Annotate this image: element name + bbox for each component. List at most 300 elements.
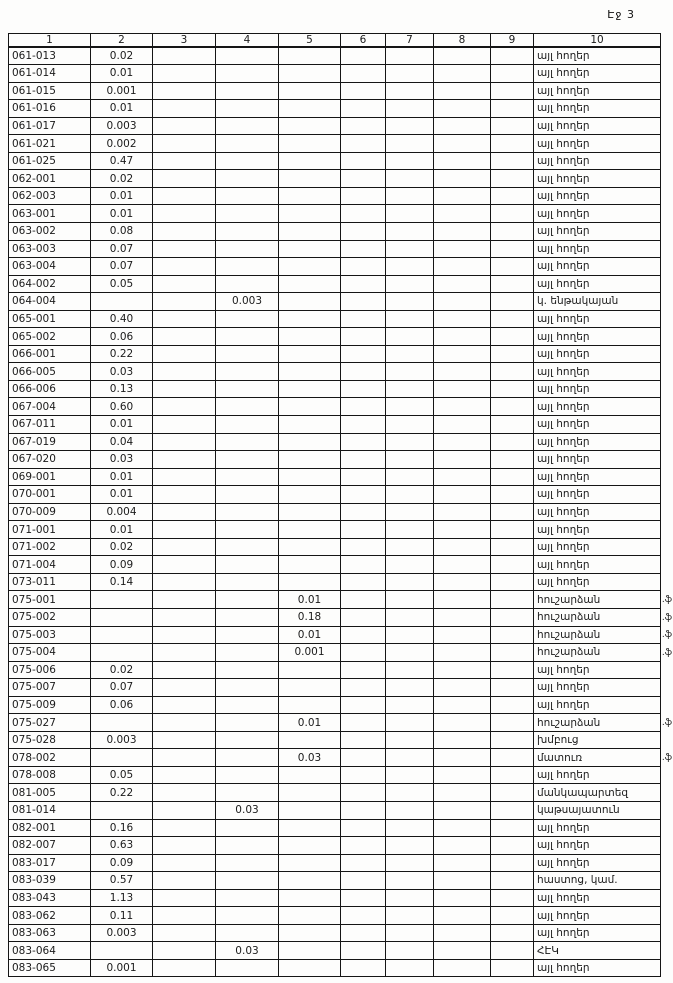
- margin-annotation: .ֆ: [661, 647, 672, 658]
- cell-col3: [153, 731, 216, 749]
- cell-col6: [341, 696, 386, 714]
- cell-col8: [434, 240, 491, 258]
- table-row: [9, 609, 661, 627]
- cell-col10: մատուռ: [534, 749, 661, 767]
- table-row: [9, 451, 661, 469]
- cell-col2: 0.16: [91, 819, 153, 837]
- cell-col2: 0.11: [91, 907, 153, 925]
- cell-col3: [153, 240, 216, 258]
- cell-col6: [341, 959, 386, 977]
- cell-col7: [386, 696, 434, 714]
- cell-col9: [491, 468, 534, 486]
- cell-col7: [386, 275, 434, 293]
- cell-col1: 075-009: [9, 696, 91, 714]
- cell-col1: 075-007: [9, 679, 91, 697]
- cell-col9: [491, 293, 534, 311]
- cell-col7: [386, 573, 434, 591]
- cell-col8: [434, 451, 491, 469]
- cell-col9: [491, 398, 534, 416]
- table-row: [9, 100, 661, 118]
- cell-col4: [216, 170, 279, 188]
- cell-col8: [434, 100, 491, 118]
- cell-col9: [491, 679, 534, 697]
- table-row: [9, 538, 661, 556]
- cell-col7: [386, 187, 434, 205]
- table-row: [9, 328, 661, 346]
- cell-col8: [434, 328, 491, 346]
- cell-col3: [153, 451, 216, 469]
- cell-col2: [91, 293, 153, 311]
- cell-col7: [386, 661, 434, 679]
- cell-col10: այլ հողեր: [534, 661, 661, 679]
- cell-col3: [153, 784, 216, 802]
- cell-col3: [153, 205, 216, 223]
- table-row: [9, 258, 661, 276]
- table-row: [9, 731, 661, 749]
- cell-col1: 063-003: [9, 240, 91, 258]
- cell-col2: 0.40: [91, 310, 153, 328]
- cell-col8: [434, 872, 491, 890]
- cell-col1: 081-005: [9, 784, 91, 802]
- cell-col10: այլ հողեր: [534, 679, 661, 697]
- margin-annotation: .ֆ: [661, 630, 672, 641]
- cell-col6: [341, 679, 386, 697]
- cell-col1: 061-016: [9, 100, 91, 118]
- cell-col4: [216, 609, 279, 627]
- cell-col9: [491, 591, 534, 609]
- cell-col5: [279, 468, 341, 486]
- cell-col6: [341, 766, 386, 784]
- cell-col1: 071-004: [9, 556, 91, 574]
- cell-col10: ՀԷԿ: [534, 942, 661, 960]
- cell-col7: [386, 591, 434, 609]
- cell-col10: այլ հողեր: [534, 556, 661, 574]
- cell-col7: [386, 363, 434, 381]
- column-header-7: 7: [386, 34, 434, 48]
- cell-col3: [153, 258, 216, 276]
- cell-col8: [434, 293, 491, 311]
- table-row: [9, 152, 661, 170]
- cell-col2: 0.01: [91, 415, 153, 433]
- cell-col8: [434, 959, 491, 977]
- cell-col1: 063-002: [9, 222, 91, 240]
- cell-col5: [279, 696, 341, 714]
- cell-col9: [491, 802, 534, 820]
- column-header-8: 8: [434, 34, 491, 48]
- cell-col10: այլ հողեր: [534, 363, 661, 381]
- cell-col1: 075-006: [9, 661, 91, 679]
- cell-col1: 083-063: [9, 924, 91, 942]
- cell-col8: [434, 486, 491, 504]
- cell-col9: [491, 187, 534, 205]
- cell-col1: 061-025: [9, 152, 91, 170]
- cell-col7: [386, 854, 434, 872]
- cell-col1: 066-001: [9, 345, 91, 363]
- cell-col6: [341, 714, 386, 732]
- cell-col6: [341, 433, 386, 451]
- cell-col4: [216, 819, 279, 837]
- cell-col2: [91, 609, 153, 627]
- cell-col3: [153, 556, 216, 574]
- cell-col6: [341, 468, 386, 486]
- cell-col9: [491, 819, 534, 837]
- cell-col7: [386, 503, 434, 521]
- cell-col3: [153, 573, 216, 591]
- cell-col5: [279, 47, 341, 65]
- cell-col2: 0.03: [91, 451, 153, 469]
- cell-col7: [386, 433, 434, 451]
- cell-col4: 0.003: [216, 293, 279, 311]
- cell-col9: [491, 328, 534, 346]
- margin-annotation: .ֆ: [661, 717, 672, 728]
- cell-col6: [341, 240, 386, 258]
- cell-col3: [153, 117, 216, 135]
- cell-col6: [341, 328, 386, 346]
- cell-col3: [153, 696, 216, 714]
- cell-col8: [434, 854, 491, 872]
- cell-col4: [216, 679, 279, 697]
- cell-col1: 063-004: [9, 258, 91, 276]
- cell-col4: [216, 521, 279, 539]
- cell-col10: այլ հողեր: [534, 222, 661, 240]
- table-row: [9, 573, 661, 591]
- cell-col10: այլ հողեր: [534, 924, 661, 942]
- table-row: [9, 749, 661, 767]
- cell-col8: [434, 802, 491, 820]
- cell-col3: [153, 802, 216, 820]
- cell-col6: [341, 451, 386, 469]
- cell-col4: [216, 47, 279, 65]
- cell-col3: [153, 275, 216, 293]
- cell-col5: [279, 433, 341, 451]
- cell-col5: [279, 731, 341, 749]
- cell-col10: հուշարձան: [534, 591, 661, 609]
- cell-col8: [434, 468, 491, 486]
- cell-col8: [434, 819, 491, 837]
- cell-col8: [434, 889, 491, 907]
- table-row: [9, 47, 661, 65]
- cell-col4: [216, 837, 279, 855]
- table-row: [9, 837, 661, 855]
- cell-col3: [153, 187, 216, 205]
- cell-col7: [386, 609, 434, 627]
- cell-col6: [341, 924, 386, 942]
- cell-col10: այլ հողեր: [534, 854, 661, 872]
- cell-col2: 0.57: [91, 872, 153, 890]
- cell-col10: այլ հողեր: [534, 205, 661, 223]
- cell-col5: [279, 275, 341, 293]
- cell-col2: 0.003: [91, 924, 153, 942]
- table-row: [9, 135, 661, 153]
- cell-col9: [491, 661, 534, 679]
- cell-col6: [341, 907, 386, 925]
- cell-col8: [434, 679, 491, 697]
- cell-col6: [341, 275, 386, 293]
- cell-col5: [279, 872, 341, 890]
- cell-col7: [386, 766, 434, 784]
- cell-col6: [341, 591, 386, 609]
- table-row: [9, 819, 661, 837]
- cell-col6: [341, 889, 386, 907]
- cell-col8: [434, 503, 491, 521]
- cell-col7: [386, 538, 434, 556]
- table-row: [9, 959, 661, 977]
- cell-col10: հուշարձան: [534, 644, 661, 662]
- cell-col4: [216, 644, 279, 662]
- cell-col7: [386, 889, 434, 907]
- cell-col4: [216, 573, 279, 591]
- cell-col6: [341, 152, 386, 170]
- table-row: [9, 872, 661, 890]
- table-row: [9, 345, 661, 363]
- column-header-2: 2: [91, 34, 153, 48]
- column-header-3: 3: [153, 34, 216, 48]
- cell-col6: [341, 521, 386, 539]
- cell-col6: [341, 942, 386, 960]
- cell-col8: [434, 942, 491, 960]
- cell-col5: [279, 486, 341, 504]
- cell-col7: [386, 837, 434, 855]
- cell-col3: [153, 644, 216, 662]
- cell-col4: [216, 556, 279, 574]
- table-row: [9, 310, 661, 328]
- cell-col9: [491, 380, 534, 398]
- cell-col4: [216, 310, 279, 328]
- cell-col10: հուշարձան: [534, 714, 661, 732]
- cell-col5: [279, 556, 341, 574]
- cell-col5: [279, 679, 341, 697]
- cell-col5: [279, 854, 341, 872]
- cell-col7: [386, 872, 434, 890]
- cell-col10: այլ հողեր: [534, 837, 661, 855]
- cell-col10: այլ հողեր: [534, 415, 661, 433]
- cell-col1: 063-001: [9, 205, 91, 223]
- cell-col5: [279, 82, 341, 100]
- cell-col4: [216, 468, 279, 486]
- cell-col4: [216, 152, 279, 170]
- cell-col2: [91, 714, 153, 732]
- cell-col4: [216, 345, 279, 363]
- cell-col1: 083-039: [9, 872, 91, 890]
- cell-col6: [341, 538, 386, 556]
- cell-col3: [153, 609, 216, 627]
- cell-col2: 0.06: [91, 328, 153, 346]
- cell-col8: [434, 275, 491, 293]
- cell-col3: [153, 889, 216, 907]
- table-row: [9, 784, 661, 802]
- cell-col7: [386, 907, 434, 925]
- cell-col5: [279, 942, 341, 960]
- cell-col2: 0.05: [91, 766, 153, 784]
- cell-col6: [341, 872, 386, 890]
- cell-col4: [216, 363, 279, 381]
- cell-col9: [491, 556, 534, 574]
- cell-col7: [386, 222, 434, 240]
- cell-col4: [216, 258, 279, 276]
- cell-col2: 0.63: [91, 837, 153, 855]
- cell-col5: [279, 521, 341, 539]
- cell-col8: [434, 556, 491, 574]
- cell-col6: [341, 345, 386, 363]
- cell-col2: 0.01: [91, 65, 153, 83]
- cell-col8: [434, 837, 491, 855]
- cell-col9: [491, 65, 534, 83]
- cell-col1: 071-001: [9, 521, 91, 539]
- cell-col5: [279, 819, 341, 837]
- cell-col3: [153, 907, 216, 925]
- cell-col8: [434, 521, 491, 539]
- cell-col9: [491, 170, 534, 188]
- cell-col4: [216, 538, 279, 556]
- cell-col10: այլ հողեր: [534, 117, 661, 135]
- cell-col3: [153, 924, 216, 942]
- cell-col7: [386, 135, 434, 153]
- cell-col10: այլ հողեր: [534, 573, 661, 591]
- cell-col3: [153, 837, 216, 855]
- cell-col2: 0.22: [91, 345, 153, 363]
- cell-col7: [386, 802, 434, 820]
- cell-col2: 1.13: [91, 889, 153, 907]
- page-number-label: Էջ 3: [607, 8, 635, 21]
- cell-col2: 0.05: [91, 275, 153, 293]
- cell-col3: [153, 486, 216, 504]
- column-header-5: 5: [279, 34, 341, 48]
- cell-col1: 075-002: [9, 609, 91, 627]
- cell-col6: [341, 65, 386, 83]
- cell-col9: [491, 696, 534, 714]
- cell-col3: [153, 872, 216, 890]
- table-row: [9, 556, 661, 574]
- cell-col5: [279, 363, 341, 381]
- cell-col5: [279, 187, 341, 205]
- cell-col5: [279, 766, 341, 784]
- cell-col8: [434, 731, 491, 749]
- cell-col1: 062-001: [9, 170, 91, 188]
- cell-col4: [216, 100, 279, 118]
- cell-col9: [491, 152, 534, 170]
- cell-col9: [491, 538, 534, 556]
- cell-col4: [216, 959, 279, 977]
- cell-col4: [216, 696, 279, 714]
- cell-col4: [216, 626, 279, 644]
- cell-col1: 082-007: [9, 837, 91, 855]
- cell-col5: [279, 65, 341, 83]
- cell-col7: [386, 65, 434, 83]
- cell-col6: [341, 258, 386, 276]
- cell-col6: [341, 310, 386, 328]
- cell-col1: 083-064: [9, 942, 91, 960]
- cell-col10: այլ հողեր: [534, 451, 661, 469]
- cell-col6: [341, 854, 386, 872]
- cell-col3: [153, 854, 216, 872]
- cell-col10: այլ հողեր: [534, 696, 661, 714]
- cell-col6: [341, 731, 386, 749]
- cell-col10: այլ հողեր: [534, 433, 661, 451]
- cell-col1: 070-009: [9, 503, 91, 521]
- cell-col1: 075-004: [9, 644, 91, 662]
- cell-col9: [491, 135, 534, 153]
- cell-col4: [216, 714, 279, 732]
- cell-col6: [341, 222, 386, 240]
- cell-col4: [216, 889, 279, 907]
- table-row: [9, 380, 661, 398]
- cell-col8: [434, 415, 491, 433]
- cell-col4: [216, 872, 279, 890]
- cell-col7: [386, 117, 434, 135]
- table-row: [9, 521, 661, 539]
- cell-col10: այլ հողեր: [534, 521, 661, 539]
- cell-col1: 075-001: [9, 591, 91, 609]
- cell-col6: [341, 100, 386, 118]
- cell-col3: [153, 433, 216, 451]
- header-row: [9, 34, 661, 48]
- cell-col7: [386, 258, 434, 276]
- cell-col6: [341, 380, 386, 398]
- cell-col5: [279, 889, 341, 907]
- cell-col3: [153, 714, 216, 732]
- cell-col8: [434, 749, 491, 767]
- column-header-6: 6: [341, 34, 386, 48]
- cell-col3: [153, 819, 216, 837]
- cell-col7: [386, 310, 434, 328]
- cell-col1: 064-004: [9, 293, 91, 311]
- cell-col5: [279, 345, 341, 363]
- cell-col5: [279, 959, 341, 977]
- cell-col3: [153, 328, 216, 346]
- cell-col9: [491, 363, 534, 381]
- cell-col10: կաթսայատուն: [534, 802, 661, 820]
- cell-col3: [153, 468, 216, 486]
- cell-col1: 067-004: [9, 398, 91, 416]
- cell-col8: [434, 573, 491, 591]
- cell-col5: [279, 240, 341, 258]
- cell-col5: [279, 661, 341, 679]
- cell-col1: 081-014: [9, 802, 91, 820]
- cell-col1: 066-005: [9, 363, 91, 381]
- cell-col3: [153, 152, 216, 170]
- land-parcel-table: [8, 33, 661, 977]
- cell-col6: [341, 187, 386, 205]
- cell-col2: 0.09: [91, 854, 153, 872]
- cell-col7: [386, 82, 434, 100]
- table-row: [9, 240, 661, 258]
- cell-col9: [491, 258, 534, 276]
- cell-col5: [279, 170, 341, 188]
- cell-col7: [386, 626, 434, 644]
- cell-col4: [216, 854, 279, 872]
- cell-col3: [153, 749, 216, 767]
- cell-col1: 061-014: [9, 65, 91, 83]
- cell-col9: [491, 521, 534, 539]
- cell-col1: 061-021: [9, 135, 91, 153]
- cell-col9: [491, 854, 534, 872]
- cell-col10: հաստոց, կամ.: [534, 872, 661, 890]
- cell-col2: 0.02: [91, 538, 153, 556]
- cell-col7: [386, 345, 434, 363]
- cell-col2: [91, 591, 153, 609]
- cell-col5: 0.18: [279, 609, 341, 627]
- table-row: [9, 661, 661, 679]
- cell-col8: [434, 784, 491, 802]
- cell-col3: [153, 135, 216, 153]
- cell-col5: [279, 258, 341, 276]
- cell-col8: [434, 714, 491, 732]
- cell-col10: հուշարձան: [534, 626, 661, 644]
- cell-col5: [279, 328, 341, 346]
- cell-col2: 0.002: [91, 135, 153, 153]
- cell-col2: 0.01: [91, 486, 153, 504]
- cell-col5: 0.01: [279, 591, 341, 609]
